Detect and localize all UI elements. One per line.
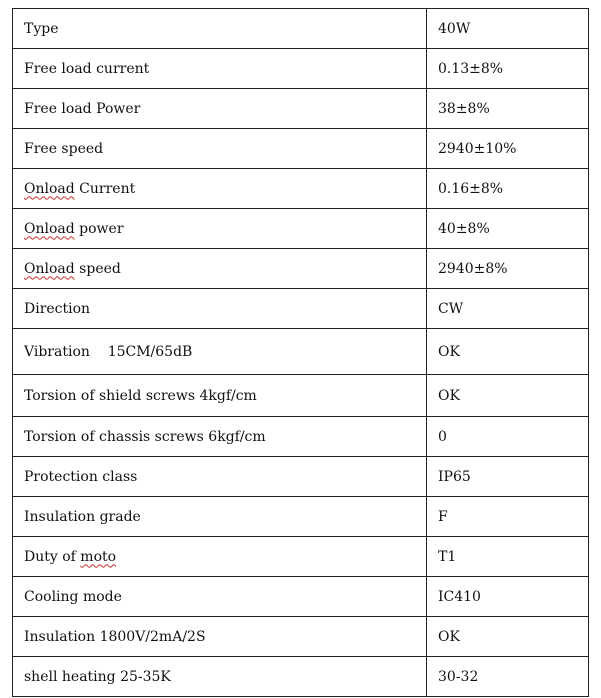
table-row — [13, 249, 589, 289]
row-label: Protection class — [13, 457, 427, 497]
table-row — [13, 289, 589, 329]
row-value: 30-32 — [427, 657, 589, 697]
table-row — [13, 497, 589, 537]
table-row — [13, 209, 589, 249]
table-row — [13, 457, 589, 497]
table-row — [13, 617, 589, 657]
table-row — [13, 49, 589, 89]
row-value: CW — [427, 289, 589, 329]
row-value: OK — [427, 329, 589, 375]
row-label: Free load current — [13, 49, 427, 89]
row-value: 40±8% — [427, 209, 589, 249]
table-row — [13, 169, 589, 209]
table-row — [13, 537, 589, 577]
row-value: OK — [427, 375, 589, 417]
table-row — [13, 417, 589, 457]
row-value: F — [427, 497, 589, 537]
row-value: 40W — [427, 9, 589, 49]
table-row — [13, 577, 589, 617]
row-label: Onload Current — [13, 169, 427, 209]
spellcheck-flagged-word: Onload — [24, 220, 75, 237]
spellcheck-flagged-word: moto — [80, 548, 117, 565]
row-value: 0 — [427, 417, 589, 457]
row-value: 2940±8% — [427, 249, 589, 289]
table-row — [13, 129, 589, 169]
row-label: Free speed — [13, 129, 427, 169]
row-label: Type — [13, 9, 427, 49]
row-value: OK — [427, 617, 589, 657]
row-label: Torsion of chassis screws 6kgf/cm — [13, 417, 427, 457]
row-label: Torsion of shield screws 4kgf/cm — [13, 375, 427, 417]
row-label: shell heating 25-35K — [13, 657, 427, 697]
row-label: Insulation grade — [13, 497, 427, 537]
spec-table — [12, 8, 589, 697]
row-value: 2940±10% — [427, 129, 589, 169]
spellcheck-flagged-word: Onload — [24, 180, 75, 197]
row-label: Insulation 1800V/2mA/2S — [13, 617, 427, 657]
spellcheck-flagged-word: Onload — [24, 260, 75, 277]
row-value: IP65 — [427, 457, 589, 497]
row-label: Free load Power — [13, 89, 427, 129]
row-value: T1 — [427, 537, 589, 577]
row-label: Onload power — [13, 209, 427, 249]
table-row — [13, 375, 589, 417]
row-value: 0.13±8% — [427, 49, 589, 89]
table-row — [13, 89, 589, 129]
table-row — [13, 657, 589, 697]
row-value: 0.16±8% — [427, 169, 589, 209]
row-value: IC410 — [427, 577, 589, 617]
row-label: Cooling mode — [13, 577, 427, 617]
row-label: Onload speed — [13, 249, 427, 289]
table-row — [13, 9, 589, 49]
row-label: Direction — [13, 289, 427, 329]
row-value: 38±8% — [427, 89, 589, 129]
row-label: Vibration 15CM/65dB — [13, 329, 427, 375]
row-label: Duty of moto — [13, 537, 427, 577]
table-row — [13, 329, 589, 375]
